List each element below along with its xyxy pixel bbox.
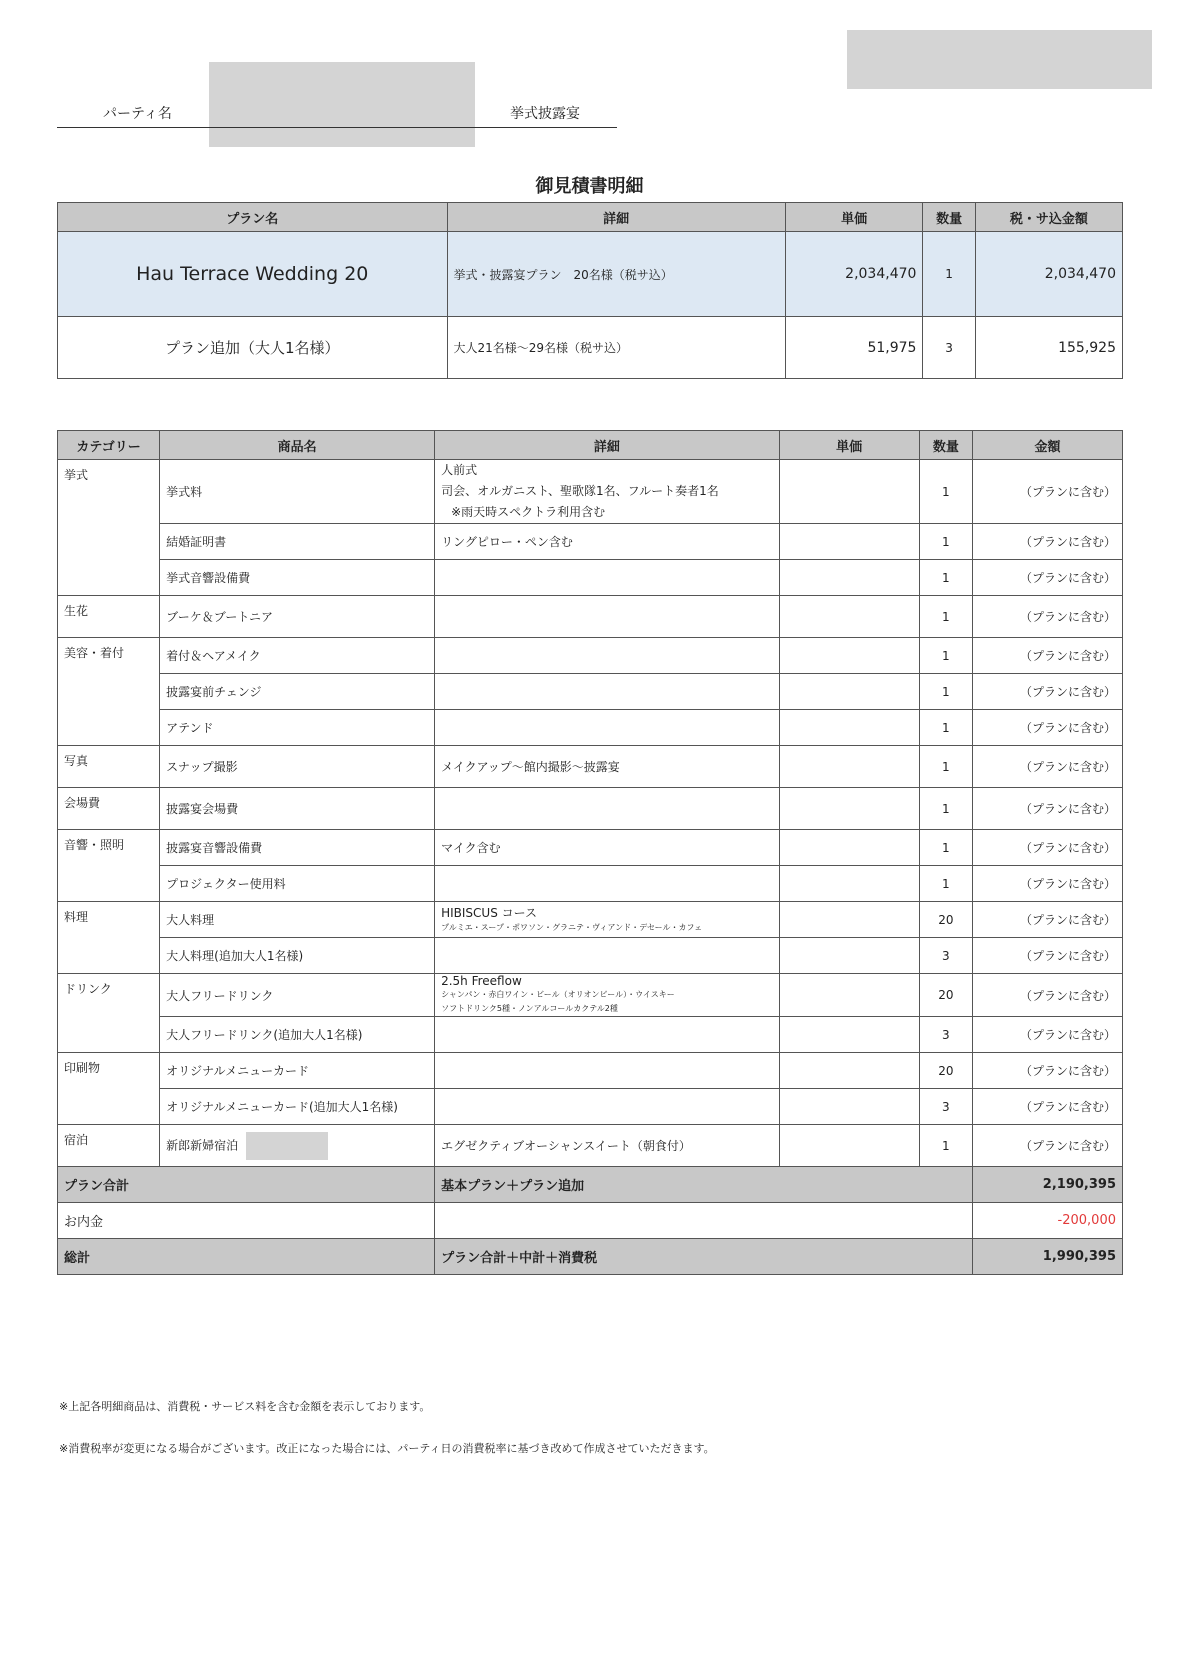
product-detail bbox=[435, 938, 779, 974]
table-row bbox=[58, 560, 1123, 596]
deposit-row bbox=[58, 1203, 1123, 1239]
amount: （プランに含む） bbox=[972, 560, 1122, 596]
detail-line: HIBISCUS コース bbox=[441, 906, 538, 920]
header-amount: 税・サ込金額 bbox=[975, 203, 1122, 232]
plan-detail: 大人21名様～29名様（税サ込） bbox=[447, 317, 785, 379]
product-detail bbox=[435, 460, 779, 524]
unit-price bbox=[779, 638, 919, 674]
quantity: 20 bbox=[919, 902, 972, 938]
event-type: 挙式披露宴 bbox=[510, 106, 580, 122]
quantity: 20 bbox=[919, 974, 972, 1017]
unit-price bbox=[779, 938, 919, 974]
amount: （プランに含む） bbox=[972, 902, 1122, 938]
category-cell: ドリンク bbox=[58, 974, 160, 1053]
amount: （プランに含む） bbox=[972, 1053, 1122, 1089]
unit-price bbox=[779, 560, 919, 596]
product-detail bbox=[435, 1017, 779, 1053]
product-detail bbox=[435, 1053, 779, 1089]
product-detail bbox=[435, 974, 779, 1017]
unit-price bbox=[779, 1125, 919, 1167]
quantity: 1 bbox=[919, 638, 972, 674]
deposit-label: お内金 bbox=[58, 1203, 435, 1239]
detail-line: シャンパン・赤白ワイン・ビール（オリオンビール）・ウイスキー bbox=[441, 990, 675, 999]
unit-price bbox=[779, 974, 919, 1017]
product-detail bbox=[435, 1089, 779, 1125]
quantity: 1 bbox=[919, 674, 972, 710]
header-qty: 数量 bbox=[919, 431, 972, 460]
amount: （プランに含む） bbox=[972, 788, 1122, 830]
product-name: 大人フリードリンク bbox=[160, 974, 435, 1017]
table-row bbox=[58, 938, 1123, 974]
header-unit-price: 単価 bbox=[779, 431, 919, 460]
plan-total-label: プラン合計 bbox=[58, 1167, 435, 1203]
category-cell: 料理 bbox=[58, 902, 160, 974]
product-name: 挙式音響設備費 bbox=[160, 560, 435, 596]
header-amount: 金額 bbox=[972, 431, 1122, 460]
header-category: カテゴリー bbox=[58, 431, 160, 460]
product-name: 披露宴音響設備費 bbox=[160, 830, 435, 866]
product-name: アテンド bbox=[160, 710, 435, 746]
unit-price bbox=[779, 524, 919, 560]
amount: （プランに含む） bbox=[972, 830, 1122, 866]
unit-price bbox=[779, 596, 919, 638]
quantity: 1 bbox=[919, 560, 972, 596]
quantity: 3 bbox=[919, 1089, 972, 1125]
product-detail bbox=[435, 902, 779, 938]
unit-price bbox=[779, 710, 919, 746]
plan-qty: 1 bbox=[923, 232, 975, 317]
plan-price: 2,034,470 bbox=[785, 232, 923, 317]
category-cell: 写真 bbox=[58, 746, 160, 788]
unit-price bbox=[779, 674, 919, 710]
table-row bbox=[58, 1089, 1123, 1125]
unit-price bbox=[779, 866, 919, 902]
plan-total-amount: 2,190,395 bbox=[972, 1167, 1122, 1203]
product-name: 大人フリードリンク(追加大人1名様) bbox=[160, 1017, 435, 1053]
quantity: 1 bbox=[919, 746, 972, 788]
category-cell: 音響・照明 bbox=[58, 830, 160, 902]
table-row bbox=[58, 1125, 1123, 1167]
product-name: 披露宴前チェンジ bbox=[160, 674, 435, 710]
plan-table bbox=[57, 202, 1123, 379]
unit-price bbox=[779, 746, 919, 788]
product-name bbox=[160, 1125, 435, 1167]
redacted-stay-info bbox=[246, 1132, 328, 1160]
header-plan-name: プラン名 bbox=[58, 203, 448, 232]
unit-price bbox=[779, 1017, 919, 1053]
table-row bbox=[58, 746, 1123, 788]
unit-price bbox=[779, 1053, 919, 1089]
deposit-detail bbox=[435, 1203, 973, 1239]
grand-total-detail: プラン合計＋中計＋消費税 bbox=[435, 1239, 973, 1275]
product-name: スナップ撮影 bbox=[160, 746, 435, 788]
table-row bbox=[58, 596, 1123, 638]
table-row bbox=[58, 232, 1123, 317]
amount: （プランに含む） bbox=[972, 674, 1122, 710]
plan-detail: 挙式・披露宴プラン 20名様（税サ込） bbox=[447, 232, 785, 317]
amount: （プランに含む） bbox=[972, 974, 1122, 1017]
product-name: 大人料理(追加大人1名様) bbox=[160, 938, 435, 974]
header-detail: 詳細 bbox=[447, 203, 785, 232]
grand-total-amount: 1,990,395 bbox=[972, 1239, 1122, 1275]
table-row bbox=[58, 902, 1123, 938]
category-cell: 宿泊 bbox=[58, 1125, 160, 1167]
table-row bbox=[58, 638, 1123, 674]
detail-line: ※雨天時スペクトラ利用含む bbox=[451, 505, 606, 519]
deposit-amount: -200,000 bbox=[972, 1203, 1122, 1239]
amount: （プランに含む） bbox=[972, 710, 1122, 746]
product-detail: マイク含む bbox=[435, 830, 779, 866]
detail-line: 2.5h Freeflow bbox=[441, 974, 522, 988]
plan-total-row bbox=[58, 1167, 1123, 1203]
product-name: オリジナルメニューカード(追加大人1名様) bbox=[160, 1089, 435, 1125]
table-row bbox=[58, 1053, 1123, 1089]
product-name: 挙式料 bbox=[160, 460, 435, 524]
product-detail bbox=[435, 638, 779, 674]
quantity: 1 bbox=[919, 710, 972, 746]
amount: （プランに含む） bbox=[972, 1017, 1122, 1053]
plan-amount: 2,034,470 bbox=[975, 232, 1122, 317]
product-detail: リングピロー・ペン含む bbox=[435, 524, 779, 560]
quantity: 3 bbox=[919, 938, 972, 974]
header-qty: 数量 bbox=[923, 203, 975, 232]
plan-total-detail: 基本プラン＋プラン追加 bbox=[435, 1167, 973, 1203]
unit-price bbox=[779, 788, 919, 830]
grand-total-row bbox=[58, 1239, 1123, 1275]
note-tax-change: ※消費税率が変更になる場合がございます。改正になった場合には、パーティ日の消費税率に基づき改めて作成させていただきます。 bbox=[59, 1442, 715, 1455]
table-row bbox=[58, 317, 1123, 379]
quantity: 20 bbox=[919, 1053, 972, 1089]
table-row bbox=[58, 866, 1123, 902]
grand-total-label: 総計 bbox=[58, 1239, 435, 1275]
category-cell: 美容・着付 bbox=[58, 638, 160, 746]
amount: （プランに含む） bbox=[972, 746, 1122, 788]
table-row bbox=[58, 788, 1123, 830]
amount: （プランに含む） bbox=[972, 938, 1122, 974]
table-row bbox=[58, 830, 1123, 866]
product-detail bbox=[435, 674, 779, 710]
table-row bbox=[58, 524, 1123, 560]
header-unit-price: 単価 bbox=[785, 203, 923, 232]
amount: （プランに含む） bbox=[972, 596, 1122, 638]
product-detail bbox=[435, 596, 779, 638]
amount: （プランに含む） bbox=[972, 524, 1122, 560]
quantity: 1 bbox=[919, 596, 972, 638]
items-table bbox=[57, 430, 1123, 1275]
category-cell: 生花 bbox=[58, 596, 160, 638]
product-detail bbox=[435, 560, 779, 596]
product-name: プロジェクター使用料 bbox=[160, 866, 435, 902]
product-name: 結婚証明書 bbox=[160, 524, 435, 560]
product-detail: メイクアップ～館内撮影～披露宴 bbox=[435, 746, 779, 788]
plan-amount: 155,925 bbox=[975, 317, 1122, 379]
product-detail bbox=[435, 710, 779, 746]
amount: （プランに含む） bbox=[972, 638, 1122, 674]
table-row bbox=[58, 710, 1123, 746]
quantity: 1 bbox=[919, 1125, 972, 1167]
table-row bbox=[58, 674, 1123, 710]
product-name: ブーケ＆ブートニア bbox=[160, 596, 435, 638]
unit-price bbox=[779, 460, 919, 524]
product-name-text: 新郎新婦宿泊 bbox=[166, 1138, 239, 1152]
detail-line: 人前式 bbox=[441, 463, 478, 477]
detail-line: プルミエ・スープ・ポワソン・グラニテ・ヴィアンド・デセール・カフェ bbox=[441, 923, 703, 932]
plan-price: 51,975 bbox=[785, 317, 923, 379]
quantity: 1 bbox=[919, 788, 972, 830]
product-detail bbox=[435, 866, 779, 902]
quantity: 3 bbox=[919, 1017, 972, 1053]
page-title: 御見積書明細 bbox=[535, 176, 644, 197]
redacted-party-name bbox=[209, 62, 475, 147]
table-row bbox=[58, 460, 1123, 524]
redacted-box-top-right bbox=[847, 30, 1152, 89]
product-name: 着付＆ヘアメイク bbox=[160, 638, 435, 674]
items-table-header bbox=[58, 431, 1123, 460]
party-name-underline bbox=[57, 127, 617, 128]
product-name: 披露宴会場費 bbox=[160, 788, 435, 830]
category-cell: 挙式 bbox=[58, 460, 160, 596]
product-detail: エグゼクティブオーシャンスイート（朝食付） bbox=[435, 1125, 779, 1167]
detail-line: ソフトドリンク5種・ノンアルコールカクテル2種 bbox=[441, 1004, 618, 1013]
unit-price bbox=[779, 1089, 919, 1125]
product-name: 大人料理 bbox=[160, 902, 435, 938]
party-name-label: パーティ名 bbox=[103, 106, 172, 122]
category-cell: 印刷物 bbox=[58, 1053, 160, 1125]
header-product: 商品名 bbox=[160, 431, 435, 460]
plan-table-header bbox=[58, 203, 1123, 232]
product-detail bbox=[435, 788, 779, 830]
table-row bbox=[58, 1017, 1123, 1053]
table-row bbox=[58, 974, 1123, 1017]
category-cell: 会場費 bbox=[58, 788, 160, 830]
quantity: 1 bbox=[919, 460, 972, 524]
amount: （プランに含む） bbox=[972, 1125, 1122, 1167]
amount: （プランに含む） bbox=[972, 1089, 1122, 1125]
plan-qty: 3 bbox=[923, 317, 975, 379]
unit-price bbox=[779, 902, 919, 938]
note-tax-included: ※上記各明細商品は、消費税・サービス料を含む金額を表示しております。 bbox=[59, 1400, 431, 1413]
header-detail: 詳細 bbox=[435, 431, 779, 460]
unit-price bbox=[779, 830, 919, 866]
quantity: 1 bbox=[919, 524, 972, 560]
product-name: オリジナルメニューカード bbox=[160, 1053, 435, 1089]
amount: （プランに含む） bbox=[972, 460, 1122, 524]
amount: （プランに含む） bbox=[972, 866, 1122, 902]
plan-name: Hau Terrace Wedding 20 bbox=[58, 232, 448, 317]
quantity: 1 bbox=[919, 866, 972, 902]
quantity: 1 bbox=[919, 830, 972, 866]
detail-line: 司会、オルガニスト、聖歌隊1名、フルート奏者1名 bbox=[441, 484, 719, 498]
plan-name: プラン追加（大人1名様） bbox=[58, 317, 448, 379]
